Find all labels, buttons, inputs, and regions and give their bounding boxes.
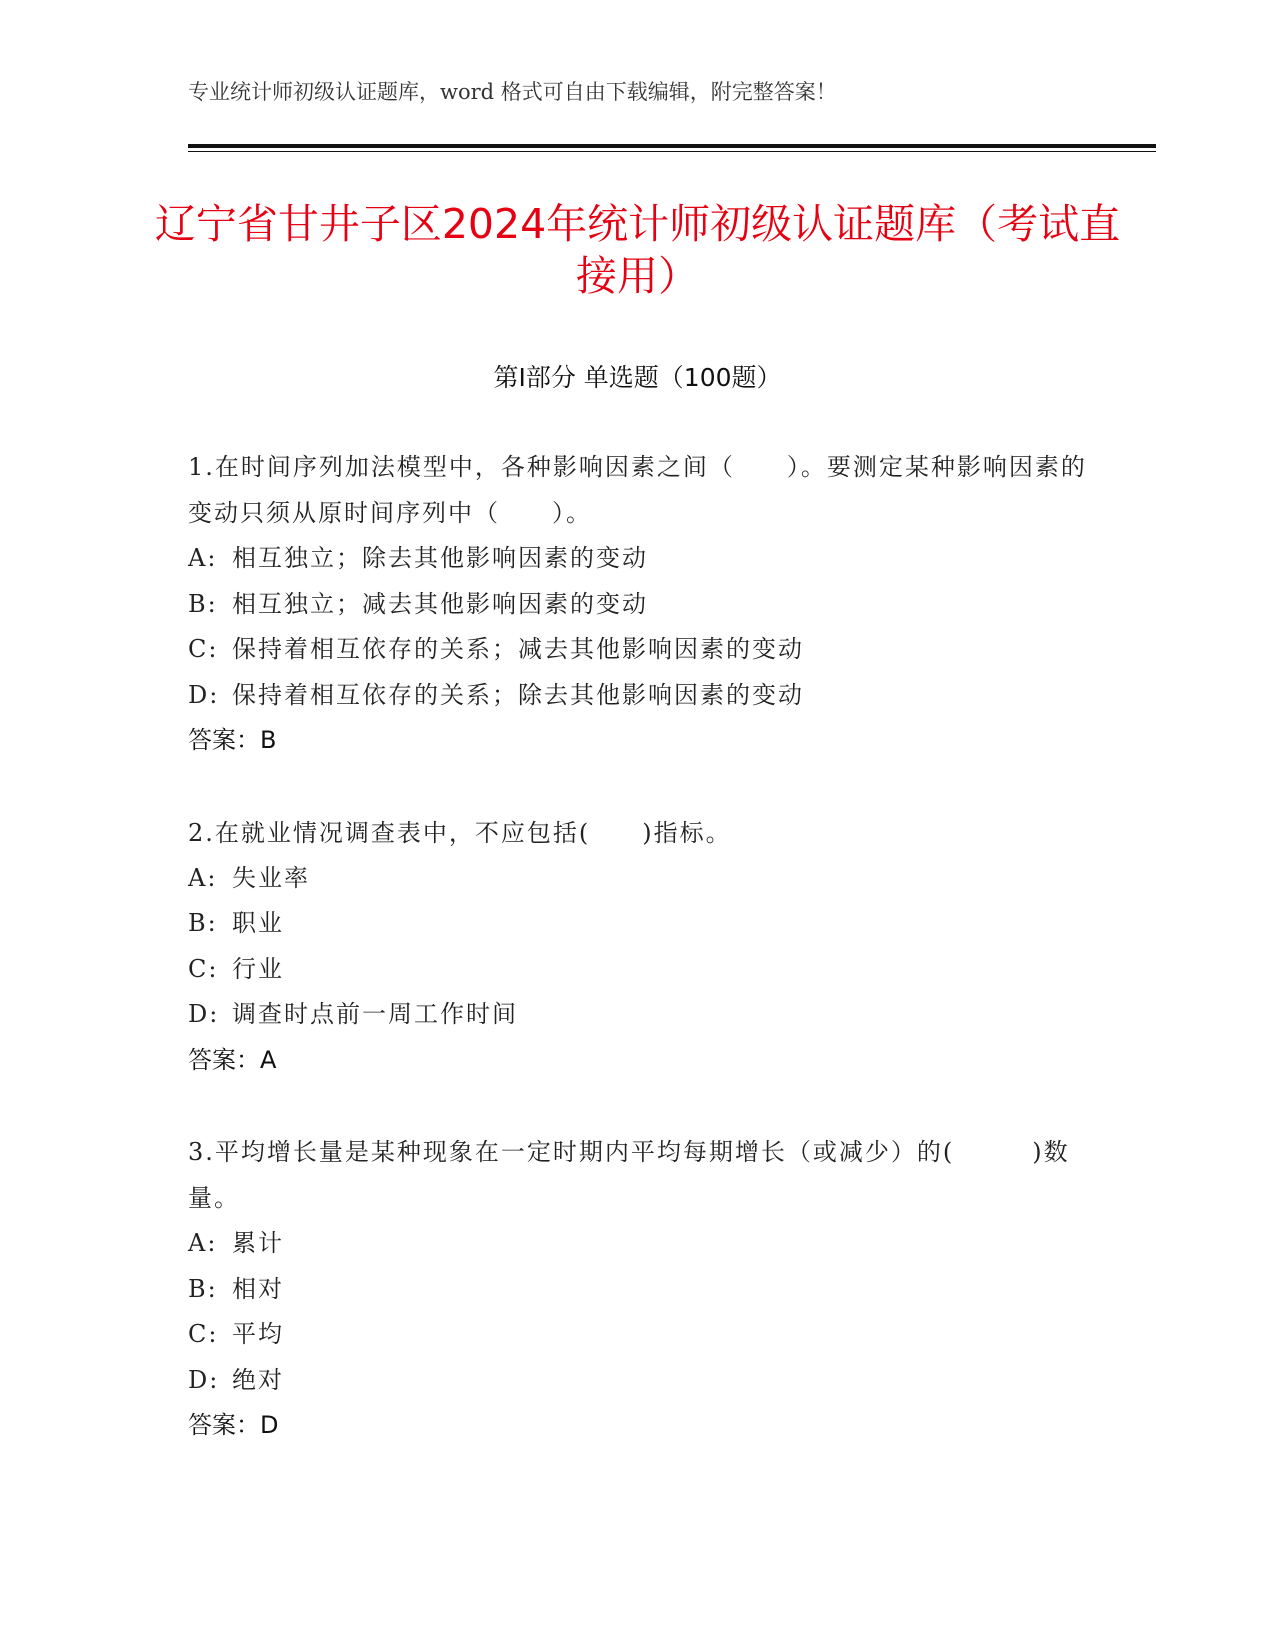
option-label: B: bbox=[188, 909, 218, 937]
option-a bbox=[188, 856, 1088, 902]
option-label: B: bbox=[188, 1274, 218, 1303]
option-text: 调查时点前一周工作时间 bbox=[232, 1000, 518, 1028]
option-label: B: bbox=[188, 589, 218, 618]
option-d bbox=[188, 673, 1088, 719]
option-text: 绝对 bbox=[232, 1365, 284, 1394]
option-label: A: bbox=[188, 863, 218, 892]
option-d bbox=[188, 1358, 1088, 1404]
option-b bbox=[188, 1267, 1088, 1313]
header-note: 专业统计师初级认证题库，word 格式可自由下载编辑，附完整答案！ bbox=[188, 80, 837, 104]
option-label: C: bbox=[188, 954, 219, 983]
option-text: 平均 bbox=[232, 1320, 284, 1348]
option-text: 行业 bbox=[232, 954, 284, 983]
option-label: D: bbox=[188, 1365, 220, 1394]
answer-line: 答案：B bbox=[188, 726, 277, 754]
question-3 bbox=[188, 1129, 1088, 1449]
section-heading: 第Ⅰ部分 单选题（100题） bbox=[493, 363, 782, 392]
question-stem: 1.在时间序列加法模型中，各种影响因素之间（ ）。要测定某种影响因素的变动只须从原时间序列中（ ）。 bbox=[188, 453, 1087, 527]
option-a bbox=[188, 536, 1088, 582]
header-divider-thick bbox=[188, 144, 1156, 148]
option-label: C: bbox=[188, 1320, 219, 1348]
option-text: 累计 bbox=[232, 1229, 284, 1257]
option-text: 保持着相互依存的关系；除去其他影响因素的变动 bbox=[232, 680, 804, 709]
option-label: D: bbox=[188, 680, 220, 709]
answer-line: 答案：D bbox=[188, 1411, 279, 1439]
option-c bbox=[188, 627, 1088, 673]
answer-line: 答案：A bbox=[188, 1045, 277, 1074]
question-stem: 3.平均增长量是某种现象在一定时期内平均每期增长（或减少）的( )数量。 bbox=[188, 1138, 1070, 1212]
option-text: 相互独立；减去其他影响因素的变动 bbox=[232, 589, 648, 618]
option-text: 相对 bbox=[232, 1274, 284, 1303]
option-label: A: bbox=[188, 544, 218, 572]
option-text: 失业率 bbox=[232, 863, 310, 892]
question-1 bbox=[188, 444, 1088, 764]
question-stem: 2.在就业情况调查表中，不应包括( )指标。 bbox=[188, 818, 732, 847]
option-c bbox=[188, 947, 1088, 993]
option-label: C: bbox=[188, 635, 219, 663]
option-label: D: bbox=[188, 1000, 220, 1028]
option-a bbox=[188, 1221, 1088, 1267]
option-b bbox=[188, 901, 1088, 947]
option-text: 保持着相互依存的关系；减去其他影响因素的变动 bbox=[232, 635, 804, 663]
option-text: 相互独立；除去其他影响因素的变动 bbox=[232, 544, 648, 572]
option-label: A: bbox=[188, 1229, 218, 1257]
option-b bbox=[188, 582, 1088, 628]
option-c bbox=[188, 1312, 1088, 1358]
question-list bbox=[188, 444, 1088, 1495]
question-2 bbox=[188, 810, 1088, 1084]
header-divider-thin bbox=[188, 151, 1156, 152]
option-text: 职业 bbox=[232, 909, 284, 937]
option-d bbox=[188, 992, 1088, 1038]
document-title: 辽宁省甘井子区2024年统计师初级认证题库（考试直接用） bbox=[154, 200, 1121, 300]
